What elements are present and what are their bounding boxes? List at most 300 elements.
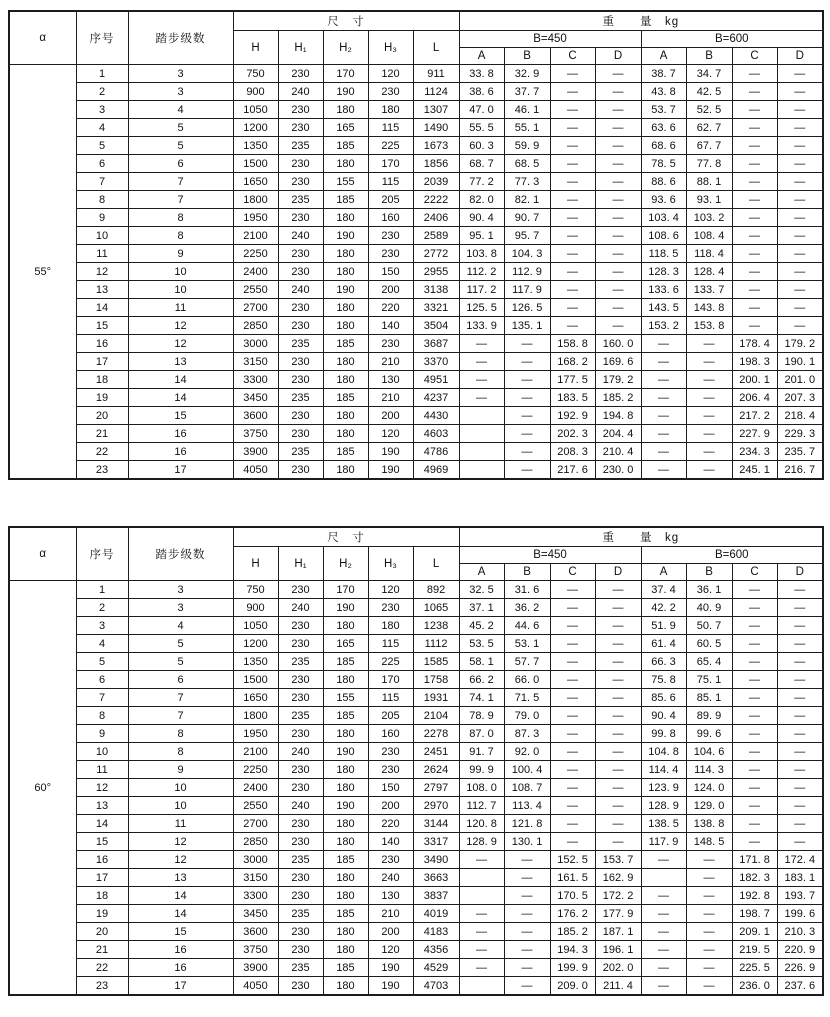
cell: 204. 4 xyxy=(595,425,641,443)
cell: 7 xyxy=(128,689,233,707)
cell: — xyxy=(732,671,777,689)
dim-col-h: H xyxy=(233,31,278,65)
cell: 2250 xyxy=(233,761,278,779)
cell: 104. 3 xyxy=(504,245,550,263)
table-row xyxy=(9,407,823,425)
cell: 108. 4 xyxy=(686,227,732,245)
cell xyxy=(459,869,504,887)
cell: 3663 xyxy=(413,869,459,887)
cell: 9 xyxy=(128,761,233,779)
b600-header: B=600 xyxy=(641,31,823,48)
cell: 10 xyxy=(76,743,128,761)
col-c450: C xyxy=(550,564,595,581)
cell: 14 xyxy=(76,299,128,317)
table-row xyxy=(9,599,823,617)
cell: 1050 xyxy=(233,617,278,635)
cell: — xyxy=(732,155,777,173)
cell: — xyxy=(777,263,823,281)
cell: 66. 2 xyxy=(459,671,504,689)
cell: — xyxy=(641,851,686,869)
cell: 10 xyxy=(128,797,233,815)
cell: 63. 6 xyxy=(641,119,686,137)
cell: — xyxy=(550,743,595,761)
cell: 180 xyxy=(323,869,368,887)
cell: 1307 xyxy=(413,101,459,119)
cell: 196. 1 xyxy=(595,941,641,959)
cell: — xyxy=(595,761,641,779)
cell: 18 xyxy=(76,371,128,389)
cell: — xyxy=(686,977,732,996)
cell: 3370 xyxy=(413,353,459,371)
cell: — xyxy=(550,317,595,335)
cell: 170. 5 xyxy=(550,887,595,905)
cell: — xyxy=(732,209,777,227)
cell: 225 xyxy=(368,137,413,155)
table-row xyxy=(9,461,823,480)
cell: 33. 8 xyxy=(459,65,504,83)
cell: 13 xyxy=(128,353,233,371)
cell: 185. 2 xyxy=(550,923,595,941)
cell: 1758 xyxy=(413,671,459,689)
table-body-55 xyxy=(9,65,823,480)
cell: 36. 2 xyxy=(504,599,550,617)
cell: — xyxy=(550,671,595,689)
cell: — xyxy=(777,671,823,689)
table-row xyxy=(9,941,823,959)
cell: 8 xyxy=(76,707,128,725)
table-row xyxy=(9,263,823,281)
cell: — xyxy=(504,443,550,461)
cell: — xyxy=(504,869,550,887)
cell: 2850 xyxy=(233,833,278,851)
cell: 190 xyxy=(323,227,368,245)
cell: 230 xyxy=(278,761,323,779)
col-b450: B xyxy=(504,48,550,65)
cell: 169. 6 xyxy=(595,353,641,371)
table-row xyxy=(9,797,823,815)
cell: 9 xyxy=(76,725,128,743)
cell: 12 xyxy=(128,317,233,335)
cell: — xyxy=(732,617,777,635)
table-row xyxy=(9,707,823,725)
cell: 180 xyxy=(323,317,368,335)
cell: 750 xyxy=(233,65,278,83)
cell: 133. 9 xyxy=(459,317,504,335)
cell: — xyxy=(550,209,595,227)
table-row xyxy=(9,851,823,869)
cell: 4 xyxy=(128,617,233,635)
cell: 90. 4 xyxy=(459,209,504,227)
cell: 47. 0 xyxy=(459,101,504,119)
cell: 245. 1 xyxy=(732,461,777,480)
table-row xyxy=(9,869,823,887)
dim-col-l: L xyxy=(413,547,459,581)
cell: 66. 3 xyxy=(641,653,686,671)
cell: — xyxy=(595,635,641,653)
cell: 3300 xyxy=(233,371,278,389)
cell: — xyxy=(732,119,777,137)
cell: — xyxy=(595,599,641,617)
cell: 16 xyxy=(76,851,128,869)
cell: 15 xyxy=(128,923,233,941)
cell: — xyxy=(550,173,595,191)
cell: 68. 7 xyxy=(459,155,504,173)
cell: — xyxy=(732,581,777,599)
cell: 168. 2 xyxy=(550,353,595,371)
cell: 37. 1 xyxy=(459,599,504,617)
cell: 36. 1 xyxy=(686,581,732,599)
cell: 202. 3 xyxy=(550,425,595,443)
cell: 911 xyxy=(413,65,459,83)
cell: 190 xyxy=(323,743,368,761)
cell: 2400 xyxy=(233,263,278,281)
cell: 183. 5 xyxy=(550,389,595,407)
cell: 3300 xyxy=(233,887,278,905)
cell: 180 xyxy=(323,371,368,389)
cell: 225. 5 xyxy=(732,959,777,977)
cell: — xyxy=(732,227,777,245)
cell: 180 xyxy=(323,671,368,689)
cell: — xyxy=(595,101,641,119)
cell: 230 xyxy=(368,743,413,761)
cell: 118. 5 xyxy=(641,245,686,263)
cell: 13 xyxy=(128,869,233,887)
cell: 230 xyxy=(278,689,323,707)
cell: 190 xyxy=(323,83,368,101)
cell: 3450 xyxy=(233,905,278,923)
alpha-angle-value: 55° xyxy=(9,65,76,480)
cell: — xyxy=(504,977,550,996)
cell: — xyxy=(732,65,777,83)
table-row xyxy=(9,905,823,923)
cell: 209. 0 xyxy=(550,977,595,996)
cell: 5 xyxy=(128,653,233,671)
table-row xyxy=(9,173,823,191)
cell: 20 xyxy=(76,923,128,941)
cell: 90. 7 xyxy=(504,209,550,227)
cell: — xyxy=(550,617,595,635)
cell: 230 xyxy=(278,155,323,173)
cell: 210 xyxy=(368,905,413,923)
cell: 194. 8 xyxy=(595,407,641,425)
dim-col-l: L xyxy=(413,31,459,65)
cell: 3687 xyxy=(413,335,459,353)
table-row xyxy=(9,353,823,371)
cell: 235 xyxy=(278,389,323,407)
cell: — xyxy=(595,581,641,599)
dim-col-h3: H₃ xyxy=(368,547,413,581)
cell: 8 xyxy=(128,209,233,227)
cell: — xyxy=(504,389,550,407)
cell: 226. 9 xyxy=(777,959,823,977)
cell: 23 xyxy=(76,461,128,480)
cell: — xyxy=(732,725,777,743)
cell: — xyxy=(686,923,732,941)
cell: 2100 xyxy=(233,743,278,761)
cell: 2400 xyxy=(233,779,278,797)
cell: 6 xyxy=(128,671,233,689)
cell: 2451 xyxy=(413,743,459,761)
cell: 2624 xyxy=(413,761,459,779)
table-row xyxy=(9,155,823,173)
cell: — xyxy=(595,317,641,335)
cell: 8 xyxy=(128,743,233,761)
cell: 2550 xyxy=(233,281,278,299)
cell: — xyxy=(595,227,641,245)
cell: 103. 2 xyxy=(686,209,732,227)
cell: — xyxy=(777,173,823,191)
cell: 3000 xyxy=(233,851,278,869)
cell: 198. 7 xyxy=(732,905,777,923)
cell: — xyxy=(595,707,641,725)
cell: — xyxy=(777,299,823,317)
cell: 230 xyxy=(278,887,323,905)
cell: 2222 xyxy=(413,191,459,209)
cell: 37. 4 xyxy=(641,581,686,599)
cell: — xyxy=(732,815,777,833)
cell: — xyxy=(732,635,777,653)
cell: 153. 7 xyxy=(595,851,641,869)
cell: 68. 5 xyxy=(504,155,550,173)
cell: — xyxy=(777,83,823,101)
cell: 14 xyxy=(128,905,233,923)
cell: 180 xyxy=(323,263,368,281)
cell: 92. 0 xyxy=(504,743,550,761)
cell: 1931 xyxy=(413,689,459,707)
cell: 77. 8 xyxy=(686,155,732,173)
cell: — xyxy=(777,245,823,263)
cell: 112. 2 xyxy=(459,263,504,281)
cell: — xyxy=(732,599,777,617)
cell: 172. 2 xyxy=(595,887,641,905)
table-row xyxy=(9,389,823,407)
cell: 13 xyxy=(76,797,128,815)
cell: 4356 xyxy=(413,941,459,959)
cell: — xyxy=(641,905,686,923)
col-b600: B xyxy=(686,564,732,581)
cell: — xyxy=(732,173,777,191)
cell: 185 xyxy=(323,653,368,671)
cell: 4 xyxy=(76,635,128,653)
cell: — xyxy=(777,599,823,617)
cell: 65. 4 xyxy=(686,653,732,671)
cell: 108. 0 xyxy=(459,779,504,797)
cell: 58. 1 xyxy=(459,653,504,671)
cell: 17 xyxy=(128,461,233,480)
cell: — xyxy=(504,425,550,443)
cell: 14 xyxy=(76,815,128,833)
cell: 108. 6 xyxy=(641,227,686,245)
cell: 61. 4 xyxy=(641,635,686,653)
cell: 1950 xyxy=(233,209,278,227)
cell: 235 xyxy=(278,137,323,155)
cell: 14 xyxy=(128,371,233,389)
cell: 3900 xyxy=(233,959,278,977)
cell: 10 xyxy=(76,227,128,245)
cell: 44. 6 xyxy=(504,617,550,635)
spec-table-60 xyxy=(8,526,824,996)
cell: — xyxy=(595,209,641,227)
cell: 5 xyxy=(76,653,128,671)
cell: 230 xyxy=(278,833,323,851)
cell: 235 xyxy=(278,335,323,353)
cell: 230 xyxy=(278,407,323,425)
cell: 1112 xyxy=(413,635,459,653)
cell: 4703 xyxy=(413,977,459,996)
alpha-header: α xyxy=(9,11,76,65)
cell xyxy=(459,443,504,461)
cell: 230 xyxy=(278,923,323,941)
cell: 892 xyxy=(413,581,459,599)
cell: 1800 xyxy=(233,707,278,725)
cell: 230 xyxy=(368,599,413,617)
cell: 115 xyxy=(368,635,413,653)
cell: — xyxy=(595,779,641,797)
steps-header: 踏步级数 xyxy=(128,11,233,65)
cell: — xyxy=(732,707,777,725)
cell: — xyxy=(550,263,595,281)
cell: — xyxy=(641,371,686,389)
cell: — xyxy=(686,389,732,407)
cell: 53. 7 xyxy=(641,101,686,119)
cell: 3900 xyxy=(233,443,278,461)
cell: 3490 xyxy=(413,851,459,869)
cell: 31. 6 xyxy=(504,581,550,599)
cell: 78. 5 xyxy=(641,155,686,173)
cell: 235 xyxy=(278,653,323,671)
cell: 230 xyxy=(278,941,323,959)
cell: 14 xyxy=(128,887,233,905)
cell: 104. 6 xyxy=(686,743,732,761)
cell: 200 xyxy=(368,407,413,425)
cell: — xyxy=(504,887,550,905)
cell: 95. 7 xyxy=(504,227,550,245)
cell: — xyxy=(686,335,732,353)
cell: — xyxy=(641,887,686,905)
spec-table-55 xyxy=(8,10,824,480)
cell: 18 xyxy=(76,887,128,905)
dim-col-h1: H₁ xyxy=(278,547,323,581)
cell: 71. 5 xyxy=(504,689,550,707)
cell: — xyxy=(777,635,823,653)
cell: 170 xyxy=(368,671,413,689)
cell: — xyxy=(550,797,595,815)
cell: 230 xyxy=(278,869,323,887)
cell: 230 xyxy=(368,761,413,779)
cell: 230 xyxy=(278,815,323,833)
cell: 227. 9 xyxy=(732,425,777,443)
cell: 11 xyxy=(128,815,233,833)
cell: 165 xyxy=(323,635,368,653)
cell: — xyxy=(641,425,686,443)
cell: — xyxy=(686,461,732,480)
cell: — xyxy=(459,923,504,941)
table-row xyxy=(9,635,823,653)
cell: 32. 5 xyxy=(459,581,504,599)
cell: 179. 2 xyxy=(777,335,823,353)
cell: 143. 5 xyxy=(641,299,686,317)
cell: — xyxy=(550,779,595,797)
cell: 22 xyxy=(76,443,128,461)
cell: 180 xyxy=(323,101,368,119)
table-row xyxy=(9,335,823,353)
cell: — xyxy=(732,263,777,281)
cell: 185 xyxy=(323,389,368,407)
table-row xyxy=(9,671,823,689)
cell: 205 xyxy=(368,707,413,725)
cell: 38. 7 xyxy=(641,65,686,83)
cell: 240 xyxy=(278,797,323,815)
cell: — xyxy=(595,797,641,815)
cell: 51. 9 xyxy=(641,617,686,635)
cell: — xyxy=(732,761,777,779)
cell: 209. 1 xyxy=(732,923,777,941)
cell: 100. 4 xyxy=(504,761,550,779)
cell: 185 xyxy=(323,335,368,353)
cell: 10 xyxy=(128,779,233,797)
cell: 11 xyxy=(76,245,128,263)
cell: 90. 4 xyxy=(641,707,686,725)
cell: 230 xyxy=(368,83,413,101)
cell: 190 xyxy=(323,281,368,299)
cell: — xyxy=(459,959,504,977)
dimensions-header: 尺 寸 xyxy=(233,11,459,31)
cell: — xyxy=(550,281,595,299)
cell: 229. 3 xyxy=(777,425,823,443)
table-row xyxy=(9,779,823,797)
cell: 1238 xyxy=(413,617,459,635)
cell: — xyxy=(732,245,777,263)
cell: 3 xyxy=(128,65,233,83)
cell: — xyxy=(595,155,641,173)
cell: 183. 1 xyxy=(777,869,823,887)
cell: 82. 0 xyxy=(459,191,504,209)
cell: 2406 xyxy=(413,209,459,227)
table-row xyxy=(9,443,823,461)
cell: — xyxy=(777,761,823,779)
cell: 230 xyxy=(278,245,323,263)
cell: 236. 0 xyxy=(732,977,777,996)
cell: 180 xyxy=(323,209,368,227)
cell: 230 xyxy=(278,299,323,317)
cell: 185 xyxy=(323,851,368,869)
cell: 180 xyxy=(323,461,368,480)
cell: 3 xyxy=(128,599,233,617)
cell: — xyxy=(641,335,686,353)
cell: 9 xyxy=(76,209,128,227)
cell: 170 xyxy=(323,65,368,83)
cell: 148. 5 xyxy=(686,833,732,851)
cell: 125. 5 xyxy=(459,299,504,317)
cell: 3 xyxy=(128,581,233,599)
cell: 120 xyxy=(368,581,413,599)
cell: 74. 1 xyxy=(459,689,504,707)
cell: 2955 xyxy=(413,263,459,281)
cell: 1350 xyxy=(233,653,278,671)
cell: 143. 8 xyxy=(686,299,732,317)
cell: 220 xyxy=(368,299,413,317)
cell: 230 xyxy=(278,317,323,335)
cell: — xyxy=(550,65,595,83)
cell: 113. 4 xyxy=(504,797,550,815)
weight-header: 重 量 kg xyxy=(459,11,823,31)
cell: 79. 0 xyxy=(504,707,550,725)
cell: 77. 2 xyxy=(459,173,504,191)
cell: 3600 xyxy=(233,923,278,941)
cell: 120 xyxy=(368,65,413,83)
table-row xyxy=(9,137,823,155)
cell: 218. 4 xyxy=(777,407,823,425)
